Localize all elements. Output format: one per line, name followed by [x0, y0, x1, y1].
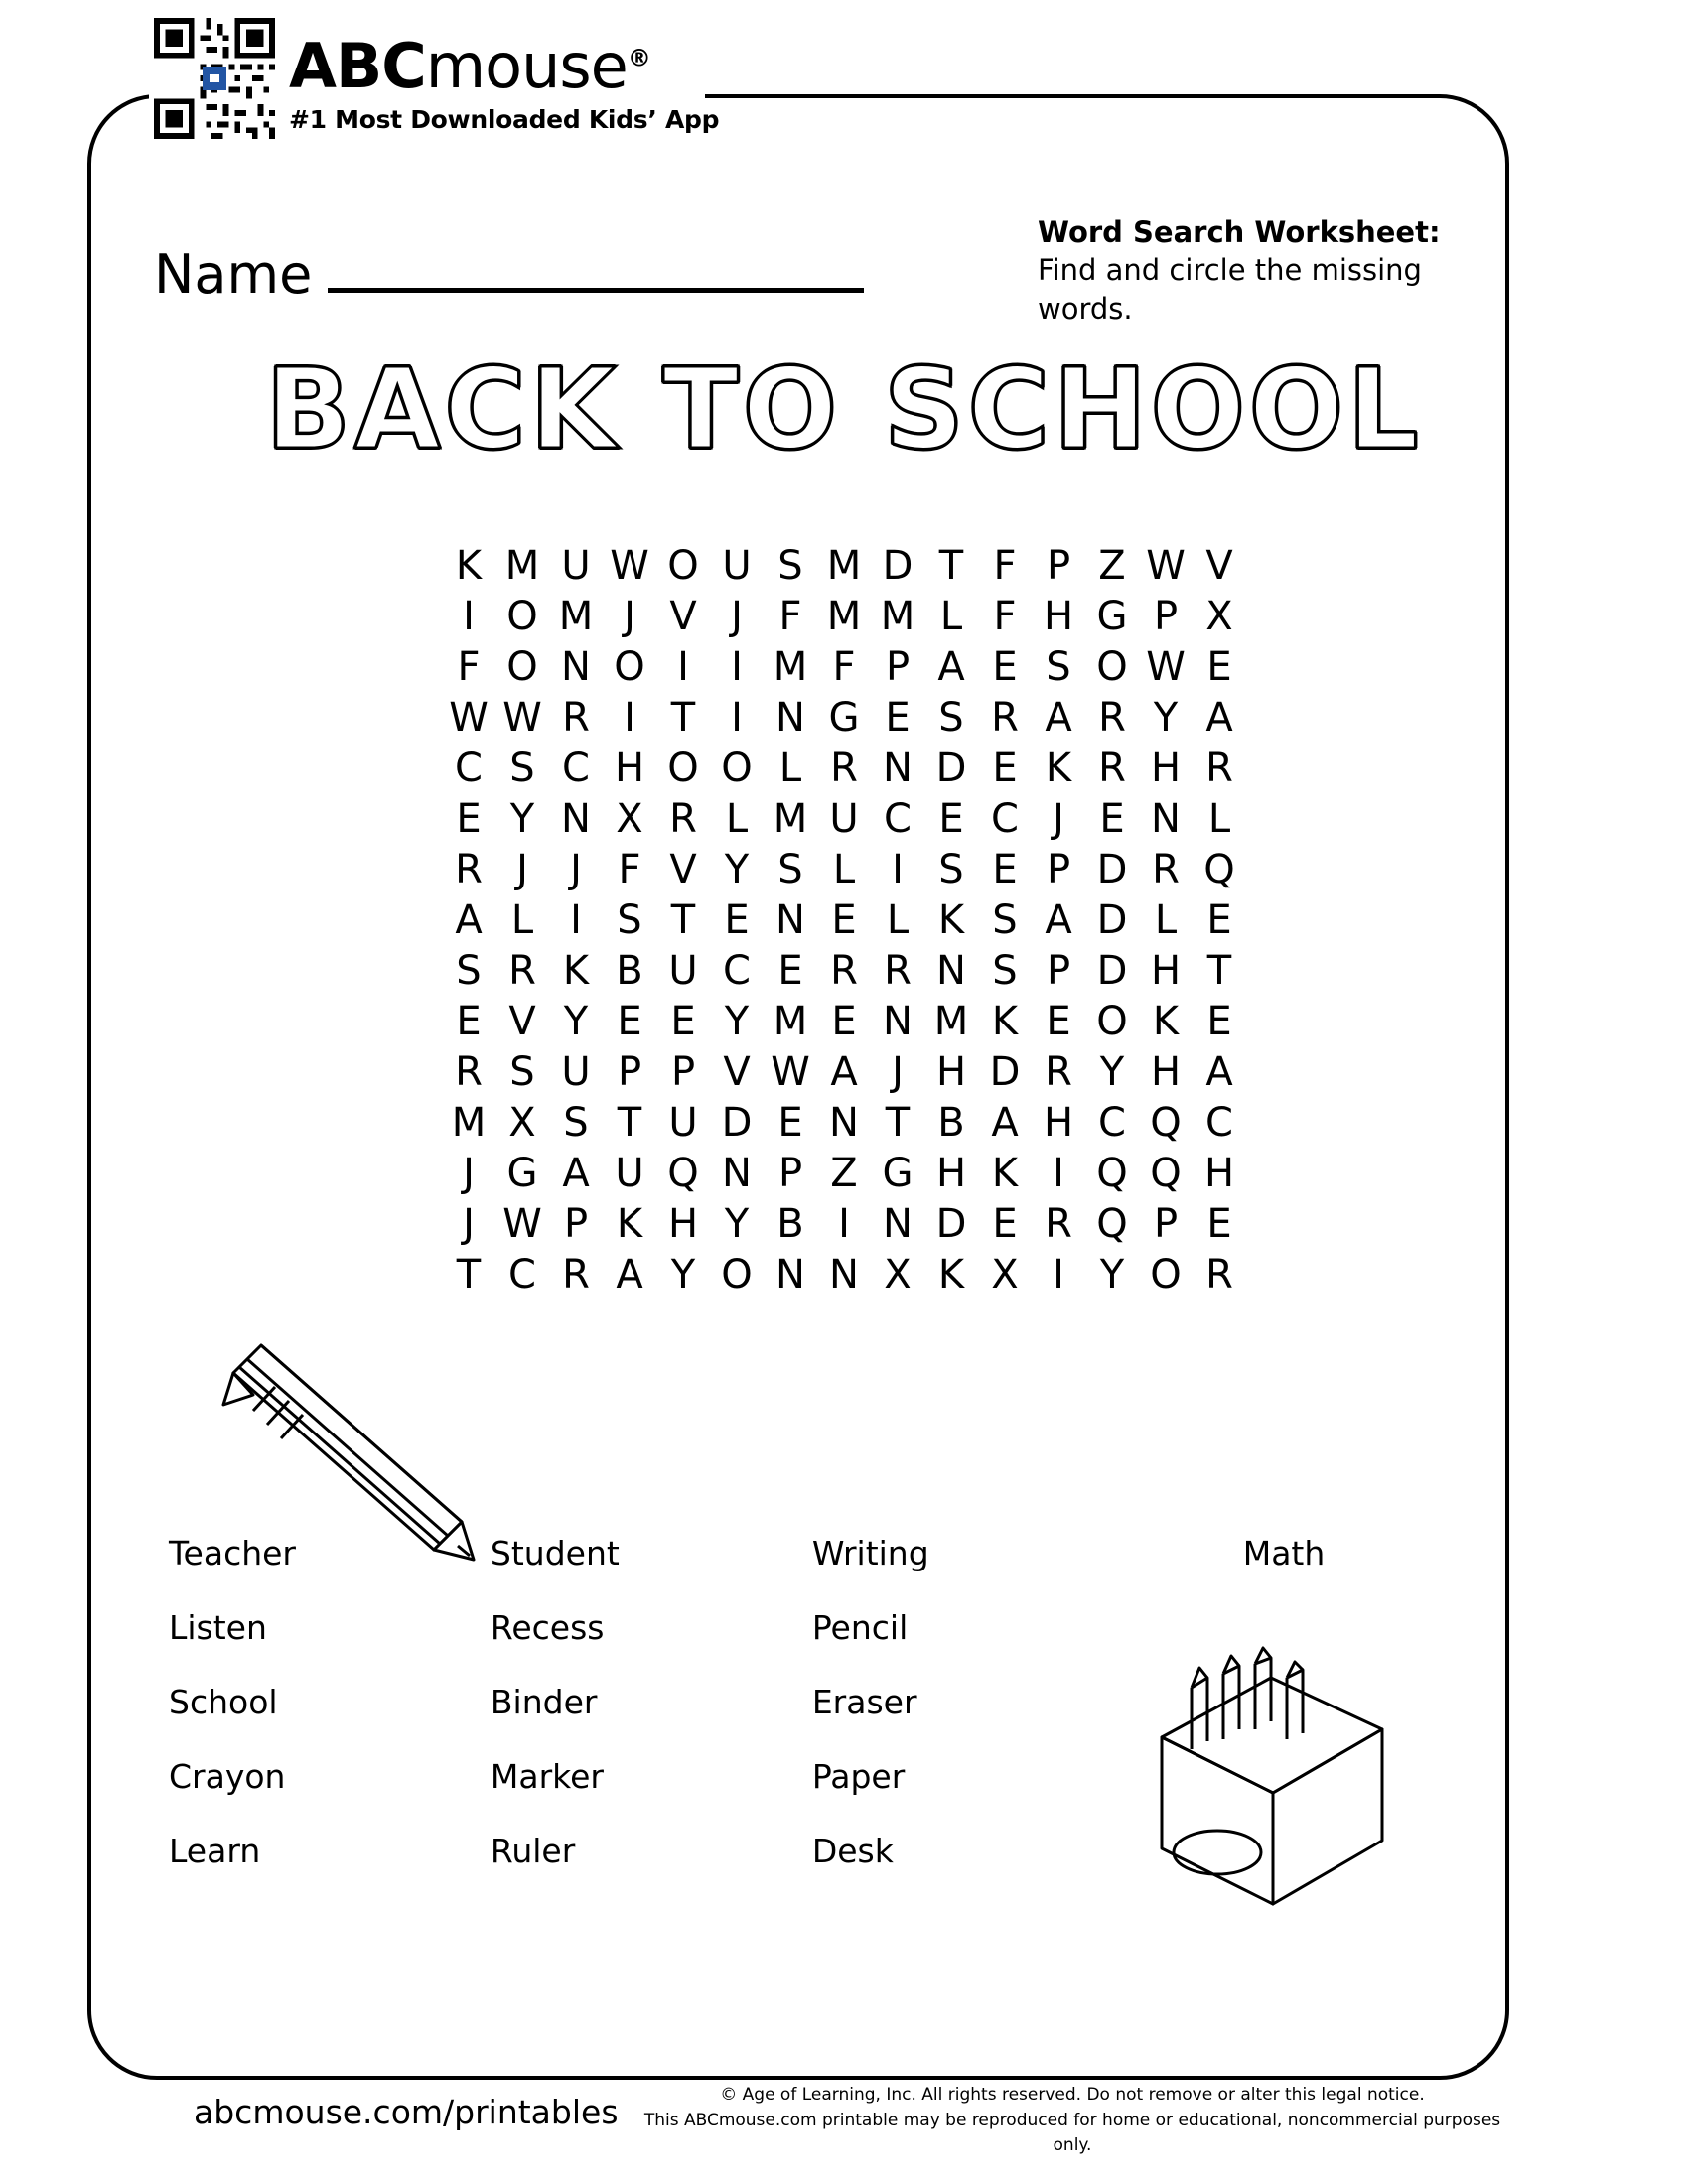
grid-cell[interactable]: G [1096, 594, 1128, 639]
grid-cell[interactable]: E [885, 695, 911, 741]
grid-cell[interactable]: T [456, 1252, 482, 1297]
grid-cell[interactable]: P [1153, 1201, 1179, 1247]
grid-cell[interactable]: Z [1098, 543, 1126, 589]
word-list-column [491, 1534, 812, 1906]
grid-cell[interactable]: E [670, 999, 696, 1044]
grid-cell[interactable]: M [773, 796, 808, 842]
grid-cell[interactable]: S [777, 847, 803, 892]
grid-cell[interactable]: E [938, 796, 964, 842]
grid-cell[interactable]: D [935, 746, 967, 791]
grid-cell[interactable]: N [936, 948, 966, 994]
grid-row [442, 1250, 1246, 1300]
grid-cell[interactable]: D [1096, 948, 1128, 994]
grid-cell[interactable]: P [885, 644, 911, 690]
grid-cell[interactable]: L [1154, 897, 1178, 943]
grid-cell[interactable]: A [1045, 897, 1072, 943]
grid-cell[interactable]: J [570, 847, 582, 892]
grid-cell[interactable]: E [992, 746, 1018, 791]
grid-cell[interactable]: Q [1096, 1201, 1128, 1247]
grid-cell[interactable]: Q [667, 1151, 699, 1196]
grid-cell[interactable]: N [829, 1100, 859, 1146]
grid-cell[interactable]: A [1045, 695, 1072, 741]
grid-cell[interactable]: V [669, 594, 697, 639]
grid-cell[interactable]: Z [830, 1151, 858, 1196]
grid-cell[interactable]: Y [1153, 695, 1179, 741]
word-list-item[interactable]: Student [490, 1534, 620, 1572]
grid-cell[interactable]: A [1205, 695, 1233, 741]
grid-cell[interactable]: N [883, 746, 913, 791]
grid-cell[interactable]: N [1151, 796, 1181, 842]
grid-cell[interactable]: H [1150, 1049, 1182, 1095]
word-list-item[interactable]: Pencil [811, 1608, 909, 1647]
grid-cell[interactable]: S [938, 847, 964, 892]
grid-cell[interactable]: O [1096, 999, 1128, 1044]
grid-cell[interactable]: U [829, 796, 859, 842]
grid-cell[interactable]: L [832, 847, 856, 892]
grid-cell[interactable]: M [826, 594, 862, 639]
instructions-heading: Word Search Worksheet: [1038, 215, 1441, 249]
grid-cell[interactable]: P [1153, 594, 1179, 639]
grid-row [442, 997, 1246, 1047]
grid-cell[interactable]: T [885, 1100, 911, 1146]
word-list-item[interactable]: Writing [811, 1534, 929, 1572]
grid-cell[interactable]: K [1152, 999, 1180, 1044]
grid-cell[interactable]: R [884, 948, 912, 994]
word-search-grid[interactable] [0, 541, 1688, 1300]
grid-cell[interactable]: H [1203, 1151, 1235, 1196]
grid-cell[interactable]: P [1046, 847, 1071, 892]
grid-cell[interactable]: N [883, 999, 913, 1044]
grid-cell[interactable]: C [508, 1252, 536, 1297]
footer-site-url[interactable]: abcmouse.com/printables [194, 2093, 619, 2131]
grid-cell[interactable]: I [731, 695, 743, 741]
grid-cell[interactable]: Q [1150, 1100, 1182, 1146]
grid-cell[interactable]: U [722, 543, 752, 589]
grid-cell[interactable]: R [991, 695, 1019, 741]
grid-cell[interactable]: S [617, 897, 642, 943]
grid-cell[interactable]: R [455, 1049, 483, 1095]
grid-row [442, 845, 1246, 895]
brand-header [154, 18, 719, 139]
grid-row [442, 1098, 1246, 1149]
grid-cell[interactable]: I [731, 644, 743, 690]
word-list-item[interactable]: Listen [169, 1608, 267, 1647]
grid-cell[interactable]: N [775, 695, 805, 741]
grid-cell[interactable]: E [992, 1201, 1018, 1247]
grid-cell[interactable]: R [830, 746, 858, 791]
word-list-item[interactable]: Math [1242, 1534, 1326, 1572]
grid-cell[interactable]: Q [1150, 1151, 1182, 1196]
grid-cell[interactable]: O [614, 644, 645, 690]
grid-cell[interactable]: J [463, 1151, 475, 1196]
grid-cell[interactable]: C [723, 948, 751, 994]
grid-cell[interactable]: Q [1203, 847, 1235, 892]
grid-cell[interactable]: S [456, 948, 482, 994]
grid-cell[interactable]: K [562, 948, 590, 994]
grid-row [442, 592, 1246, 642]
grid-cell[interactable]: A [616, 1252, 643, 1297]
brand-mouse: mouse [425, 30, 628, 102]
grid-cell[interactable]: E [456, 796, 482, 842]
word-list-item[interactable]: Teacher [169, 1534, 297, 1572]
qr-code-icon [154, 18, 275, 139]
grid-cell[interactable]: U [561, 543, 591, 589]
grid-cell[interactable]: E [1099, 796, 1125, 842]
grid-cell[interactable]: U [668, 948, 698, 994]
grid-cell[interactable]: L [510, 897, 534, 943]
grid-cell[interactable]: T [1206, 948, 1232, 994]
grid-cell[interactable]: L [778, 746, 802, 791]
word-list-item[interactable]: Eraser [811, 1683, 917, 1721]
grid-cell[interactable]: A [991, 1100, 1019, 1146]
grid-cell[interactable]: M [933, 999, 969, 1044]
grid-cell[interactable]: W [502, 695, 542, 741]
brand-abc: ABC [289, 30, 426, 102]
grid-cell[interactable]: R [1098, 695, 1126, 741]
grid-cell[interactable]: W [610, 543, 649, 589]
grid-cell[interactable]: G [828, 695, 860, 741]
grid-cell[interactable]: X [1205, 594, 1233, 639]
grid-cell[interactable]: H [935, 1151, 967, 1196]
grid-cell[interactable]: D [1096, 847, 1128, 892]
word-list-column [169, 1534, 491, 1906]
grid-cell[interactable]: P [563, 1201, 589, 1247]
grid-cell[interactable]: A [830, 1049, 858, 1095]
grid-cell[interactable]: D [882, 543, 914, 589]
grid-cell[interactable]: P [617, 1049, 642, 1095]
grid-cell[interactable]: J [463, 1201, 475, 1247]
grid-cell[interactable]: W [1146, 644, 1186, 690]
grid-cell[interactable]: Q [1096, 1151, 1128, 1196]
grid-cell[interactable]: C [1205, 1100, 1233, 1146]
grid-cell[interactable]: M [773, 999, 808, 1044]
grid-cell[interactable]: A [937, 644, 965, 690]
grid-cell[interactable]: M [826, 543, 862, 589]
grid-cell[interactable]: M [451, 1100, 487, 1146]
grid-cell[interactable]: S [563, 1100, 589, 1146]
grid-cell[interactable]: S [509, 746, 535, 791]
grid-cell[interactable]: O [1150, 1252, 1182, 1297]
grid-cell[interactable]: P [777, 1151, 803, 1196]
name-field[interactable] [154, 243, 864, 306]
grid-cell[interactable]: J [892, 1049, 904, 1095]
grid-cell[interactable]: L [886, 897, 910, 943]
grid-cell[interactable]: N [722, 1151, 752, 1196]
grid-cell[interactable]: L [939, 594, 963, 639]
grid-cell[interactable]: J [1053, 796, 1064, 842]
grid-cell[interactable]: F [832, 644, 856, 690]
grid-cell[interactable]: E [777, 1100, 803, 1146]
word-list-item[interactable]: Marker [490, 1757, 604, 1796]
grid-cell[interactable]: E [456, 999, 482, 1044]
grid-cell[interactable]: Y [724, 847, 750, 892]
grid-cell[interactable]: E [724, 897, 750, 943]
grid-cell[interactable]: K [991, 1151, 1019, 1196]
grid-cell[interactable]: C [455, 746, 483, 791]
grid-cell[interactable]: K [991, 999, 1019, 1044]
grid-cell[interactable]: O [506, 594, 538, 639]
word-list-item[interactable]: Paper [811, 1757, 906, 1796]
grid-row [442, 693, 1246, 744]
grid-cell[interactable]: W [1146, 543, 1186, 589]
grid-cell[interactable]: S [777, 543, 803, 589]
page-title: BACK TO SCHOOL [265, 345, 1423, 475]
word-list-item[interactable]: Binder [490, 1683, 598, 1721]
grid-cell[interactable]: R [669, 796, 697, 842]
grid-cell[interactable]: I [892, 847, 904, 892]
grid-cell[interactable]: H [667, 1201, 699, 1247]
grid-cell[interactable]: H [1150, 746, 1182, 791]
grid-cell[interactable]: H [1043, 1100, 1074, 1146]
grid-cell[interactable]: N [883, 1201, 913, 1247]
grid-cell[interactable]: S [1046, 644, 1071, 690]
grid-cell[interactable]: R [508, 948, 536, 994]
footer-legal-line-2: This ABCmouse.com printable may be reproduced for home or educational, noncommercial purposes only. [643, 2110, 1501, 2155]
instructions [1038, 213, 1494, 328]
grid-cell[interactable]: R [1045, 1201, 1072, 1247]
grid-cell[interactable]: C [562, 746, 590, 791]
grid-cell[interactable]: P [670, 1049, 696, 1095]
grid-cell[interactable]: G [506, 1151, 538, 1196]
grid-cell[interactable]: K [937, 897, 965, 943]
grid-cell[interactable]: N [775, 897, 805, 943]
word-list-column [812, 1534, 1134, 1906]
grid-cell[interactable]: F [993, 594, 1017, 639]
grid-cell[interactable]: T [670, 897, 696, 943]
grid-cell[interactable]: E [831, 999, 857, 1044]
grid-cell[interactable]: R [1045, 1049, 1072, 1095]
grid-cell[interactable]: S [509, 1049, 535, 1095]
grid-cell[interactable]: E [777, 948, 803, 994]
grid-cell[interactable]: A [455, 897, 483, 943]
grid-cell[interactable]: N [561, 796, 591, 842]
name-write-line[interactable] [328, 282, 864, 293]
grid-cell[interactable]: Y [670, 1252, 696, 1297]
grid-cell[interactable]: O [1096, 644, 1128, 690]
grid-cell[interactable]: E [1206, 644, 1232, 690]
grid-cell[interactable]: X [508, 1100, 536, 1146]
grid-cell[interactable]: E [1206, 999, 1232, 1044]
grid-cell[interactable]: Y [724, 1201, 750, 1247]
grid-cell[interactable]: H [1043, 594, 1074, 639]
grid-cell[interactable]: Y [724, 999, 750, 1044]
instructions-body: Find and circle the missing words. [1038, 253, 1422, 326]
grid-cell[interactable]: B [937, 1100, 965, 1146]
grid-cell[interactable]: R [562, 695, 590, 741]
brand-tagline: #1 Most Downloaded Kids’ App [289, 105, 720, 134]
grid-cell[interactable]: I [570, 897, 582, 943]
grid-cell[interactable]: W [502, 1201, 542, 1247]
grid-cell[interactable]: U [615, 1151, 644, 1196]
grid-cell[interactable]: P [1046, 543, 1071, 589]
grid-cell[interactable]: V [508, 999, 536, 1044]
grid-row [442, 1149, 1246, 1199]
grid-cell[interactable]: J [731, 594, 743, 639]
grid-cell[interactable]: X [616, 796, 643, 842]
grid-cell[interactable]: T [617, 1100, 642, 1146]
grid-cell[interactable]: X [991, 1252, 1019, 1297]
grid-cell[interactable]: E [1206, 1201, 1232, 1247]
grid-row [442, 1199, 1246, 1250]
grid-cell[interactable]: V [669, 847, 697, 892]
grid-cell[interactable]: K [455, 543, 483, 589]
grid-cell[interactable]: E [992, 644, 1018, 690]
grid-cell[interactable]: Y [509, 796, 535, 842]
name-label: Name [154, 243, 313, 306]
grid-row [442, 642, 1246, 693]
grid-cell[interactable]: W [449, 695, 489, 741]
grid-cell[interactable]: K [937, 1252, 965, 1297]
grid-cell[interactable]: F [993, 543, 1017, 589]
footer-legal [635, 2083, 1509, 2159]
grid-cell[interactable]: E [1046, 999, 1071, 1044]
grid-cell[interactable]: N [561, 644, 591, 690]
grid-cell[interactable]: H [614, 746, 645, 791]
grid-cell[interactable]: I [677, 644, 689, 690]
grid-cell[interactable]: U [561, 1049, 591, 1095]
grid-cell[interactable]: Y [563, 999, 589, 1044]
grid-cell[interactable]: G [882, 1151, 914, 1196]
grid-cell[interactable]: E [831, 897, 857, 943]
grid-cell[interactable]: I [1053, 1252, 1064, 1297]
grid-cell[interactable]: K [1045, 746, 1072, 791]
brand-wordmark [289, 30, 719, 102]
grid-cell[interactable]: R [1205, 746, 1233, 791]
grid-cell[interactable]: M [504, 543, 540, 589]
grid-cell[interactable]: V [723, 1049, 751, 1095]
grid-cell[interactable]: C [884, 796, 912, 842]
grid-row [442, 946, 1246, 997]
grid-cell[interactable]: O [721, 746, 753, 791]
grid-cell[interactable]: E [617, 999, 642, 1044]
grid-cell[interactable]: O [721, 1252, 753, 1297]
word-list-item[interactable]: Learn [169, 1832, 261, 1870]
grid-cell[interactable]: X [884, 1252, 912, 1297]
grid-cell[interactable]: L [1207, 796, 1231, 842]
grid-cell[interactable]: N [829, 1252, 859, 1297]
grid-cell[interactable]: M [880, 594, 915, 639]
grid-cell[interactable]: Y [1099, 1049, 1125, 1095]
grid-cell[interactable]: A [562, 1151, 590, 1196]
grid-cell[interactable]: O [667, 746, 699, 791]
grid-cell[interactable]: B [616, 948, 643, 994]
word-list-item[interactable]: Crayon [169, 1757, 286, 1796]
grid-row [442, 744, 1246, 794]
grid-cell[interactable]: U [668, 1100, 698, 1146]
grid-cell[interactable]: F [457, 644, 481, 690]
grid-cell[interactable]: M [558, 594, 594, 639]
grid-cell[interactable]: T [670, 695, 696, 741]
grid-cell[interactable]: A [1205, 1049, 1233, 1095]
grid-row [442, 794, 1246, 845]
grid-cell[interactable]: D [989, 1049, 1021, 1095]
grid-cell[interactable]: D [721, 1100, 753, 1146]
grid-row [442, 895, 1246, 946]
grid-cell[interactable]: C [1098, 1100, 1126, 1146]
grid-cell[interactable]: M [773, 644, 808, 690]
grid-cell[interactable]: R [1205, 1252, 1233, 1297]
grid-row [442, 541, 1246, 592]
grid-cell[interactable]: B [776, 1201, 804, 1247]
grid-cell[interactable]: L [725, 796, 749, 842]
pencil-illustration [213, 1335, 501, 1568]
grid-cell[interactable]: W [771, 1049, 810, 1095]
grid-cell[interactable]: O [667, 543, 699, 589]
grid-cell[interactable]: S [938, 695, 964, 741]
grid-cell[interactable]: E [992, 847, 1018, 892]
grid-cell[interactable]: K [616, 1201, 643, 1247]
grid-cell[interactable]: I [624, 695, 635, 741]
grid-cell[interactable]: J [624, 594, 635, 639]
grid-cell[interactable]: R [830, 948, 858, 994]
grid-cell[interactable]: I [463, 594, 475, 639]
footer-legal-line-1: © Age of Learning, Inc. All rights reserved. Do not remove or alter this legal notice. [720, 2085, 1425, 2105]
word-list-item[interactable]: School [169, 1683, 278, 1721]
grid-row [442, 1047, 1246, 1098]
grid-cell[interactable]: V [1205, 543, 1233, 589]
grid-cell[interactable]: D [935, 1201, 967, 1247]
word-list-item[interactable]: Recess [490, 1608, 605, 1647]
grid-cell[interactable]: R [1098, 746, 1126, 791]
grid-cell[interactable]: D [1096, 897, 1128, 943]
grid-cell[interactable]: H [1150, 948, 1182, 994]
grid-cell[interactable]: P [1046, 948, 1071, 994]
grid-cell[interactable]: F [778, 594, 802, 639]
grid-cell[interactable]: H [935, 1049, 967, 1095]
grid-cell[interactable]: Y [1099, 1252, 1125, 1297]
grid-cell[interactable]: I [1053, 1151, 1064, 1196]
registered-mark: ® [627, 44, 650, 72]
word-list-item[interactable]: Ruler [490, 1832, 576, 1870]
grid-cell[interactable]: R [455, 847, 483, 892]
crayon-box-illustration [1122, 1618, 1420, 1920]
grid-cell[interactable]: E [1206, 897, 1232, 943]
grid-cell[interactable]: R [562, 1252, 590, 1297]
grid-cell[interactable]: I [838, 1201, 850, 1247]
grid-cell[interactable]: T [938, 543, 964, 589]
word-list-item[interactable]: Desk [811, 1832, 894, 1870]
grid-cell[interactable]: S [992, 948, 1018, 994]
grid-cell[interactable]: N [775, 1252, 805, 1297]
grid-cell[interactable]: C [991, 796, 1019, 842]
grid-cell[interactable]: F [618, 847, 641, 892]
grid-cell[interactable]: J [516, 847, 528, 892]
grid-cell[interactable]: S [992, 897, 1018, 943]
grid-cell[interactable]: R [1152, 847, 1180, 892]
grid-cell[interactable]: O [506, 644, 538, 690]
